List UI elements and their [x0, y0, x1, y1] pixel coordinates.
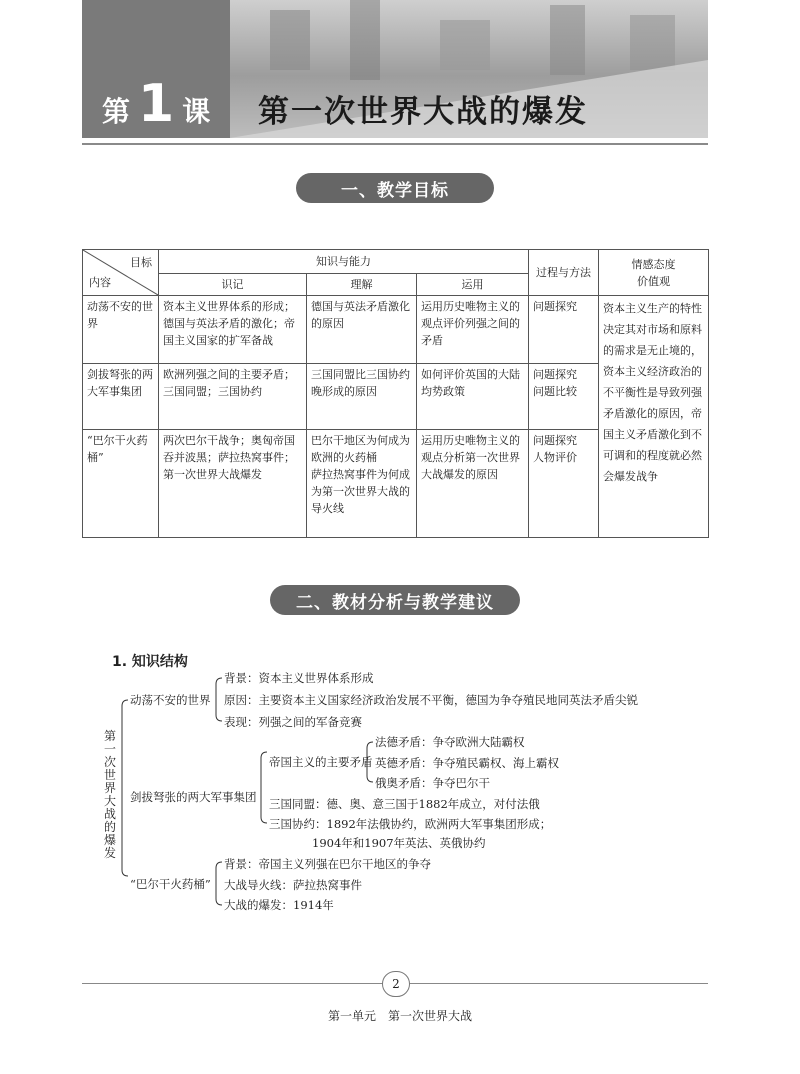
corner-bottom-label: 内容	[89, 276, 111, 289]
col-header-understand: 理解	[307, 274, 417, 296]
lesson-banner	[82, 0, 708, 138]
lesson-suffix: 课	[182, 95, 211, 128]
corner-top-label: 目标	[130, 256, 152, 269]
knowledge-ability-header: 知识与能力	[159, 250, 529, 274]
root-bracket	[122, 700, 128, 876]
entente-item: 三国协约：1892年法俄协约，欧洲两大军事集团形成；	[269, 817, 552, 831]
row-understand: 德国与英法矛盾激化的原因	[307, 296, 417, 364]
objectives-table	[82, 249, 709, 538]
branch3-label: “巴尔干火药桶”	[130, 877, 211, 891]
page-number: 2	[382, 971, 410, 997]
process-method-header: 过程与方法	[529, 250, 599, 296]
knowledge-root-label: 第一次世界大战的爆发	[103, 729, 116, 860]
conflict-item: 英德矛盾：争夺殖民霸权、海上霸权	[375, 756, 559, 770]
header-divider	[82, 143, 708, 145]
table-header-row	[83, 250, 709, 274]
row-recall: 两次巴尔干战争；奥匈帝国吞并波黑；萨拉热窝事件；第一次世界大战爆发	[159, 430, 307, 538]
conflict-item: 俄奥矛盾：争夺巴尔干	[375, 776, 490, 790]
row-apply: 如何评价英国的大陆均势政策	[417, 364, 529, 430]
knowledge-structure-heading: 1. 知识结构	[112, 654, 188, 670]
branch3-bracket	[216, 862, 222, 905]
row-process: 问题探究 问题比较	[529, 364, 599, 430]
branch1-label: 动荡不安的世界	[130, 693, 211, 707]
section-title-analysis: 二、教材分析与教学建议	[270, 585, 520, 615]
row-topic: “巴尔干火药桶”	[83, 430, 159, 538]
footer-unit-title: 第一单元 第一次世界大战	[327, 1009, 472, 1023]
row-topic: 剑拔弩张的两大军事集团	[83, 364, 159, 430]
row-recall: 欧洲列强之间的主要矛盾；三国同盟；三国协约	[159, 364, 307, 430]
page-title: 第一次世界大战的爆发	[258, 94, 588, 130]
entente-item-continued: 1904年和1907年英法、英俄协约	[312, 836, 486, 850]
alliance-item: 三国同盟：德、奥、意三国于1882年成立，对付法俄	[269, 797, 540, 811]
branch2-sub-label: 帝国主义的主要矛盾	[269, 755, 373, 769]
branch3-item: 大战导火线：萨拉热窝事件	[224, 878, 362, 892]
lesson-number: 1	[138, 74, 175, 134]
lesson-label	[102, 74, 211, 134]
branch1-item: 表现：列强之间的军备竞赛	[224, 715, 362, 729]
branch1-item: 原因：主要资本主义国家经济政治发展不平衡，德国为争夺殖民地同英法矛盾尖锐	[224, 693, 638, 707]
table-row	[83, 296, 709, 364]
corner-header	[83, 250, 159, 296]
row-topic: 动荡不安的世界	[83, 296, 159, 364]
branch1-item: 背景：资本主义世界体系形成	[224, 671, 374, 685]
branch3-item: 大战的爆发：1914年	[224, 898, 334, 912]
row-process: 问题探究 人物评价	[529, 430, 599, 538]
row-apply: 运用历史唯物主义的观点分析第一次世界大战爆发的原因	[417, 430, 529, 538]
branch3-item: 背景：帝国主义列强在巴尔干地区的争夺	[224, 857, 431, 871]
section-title-objectives: 一、教学目标	[296, 173, 494, 203]
row-process: 问题探究	[529, 296, 599, 364]
col-header-apply: 运用	[417, 274, 529, 296]
emotion-cell: 资本主义生产的特性决定其对市场和原料的需求是无止境的，资本主义经济政治的不平衡性是导致列强矛盾激化的原因，帝国主义矛盾激化到不可调和的程度就必然会爆发战争	[599, 296, 709, 538]
row-recall: 资本主义世界体系的形成；德国与英法矛盾的激化；帝国主义国家的扩军备战	[159, 296, 307, 364]
row-understand: 巴尔干地区为何成为欧洲的火药桶 萨拉热窝事件为何成为第一次世界大战的导火线	[307, 430, 417, 538]
emotion-values-header: 情感态度 价值观	[599, 250, 709, 296]
branch2-bracket	[261, 752, 267, 823]
branch2-label: 剑拔弩张的两大军事集团	[130, 790, 257, 804]
conflict-item: 法德矛盾：争夺欧洲大陆霸权	[375, 735, 525, 749]
lesson-prefix: 第	[102, 95, 131, 128]
branch1-bracket	[216, 678, 222, 721]
lesson-number-box	[82, 0, 230, 138]
col-header-recall: 识记	[159, 274, 307, 296]
row-understand: 三国同盟比三国协约晚形成的原因	[307, 364, 417, 430]
row-apply: 运用历史唯物主义的观点评价列强之间的矛盾	[417, 296, 529, 364]
